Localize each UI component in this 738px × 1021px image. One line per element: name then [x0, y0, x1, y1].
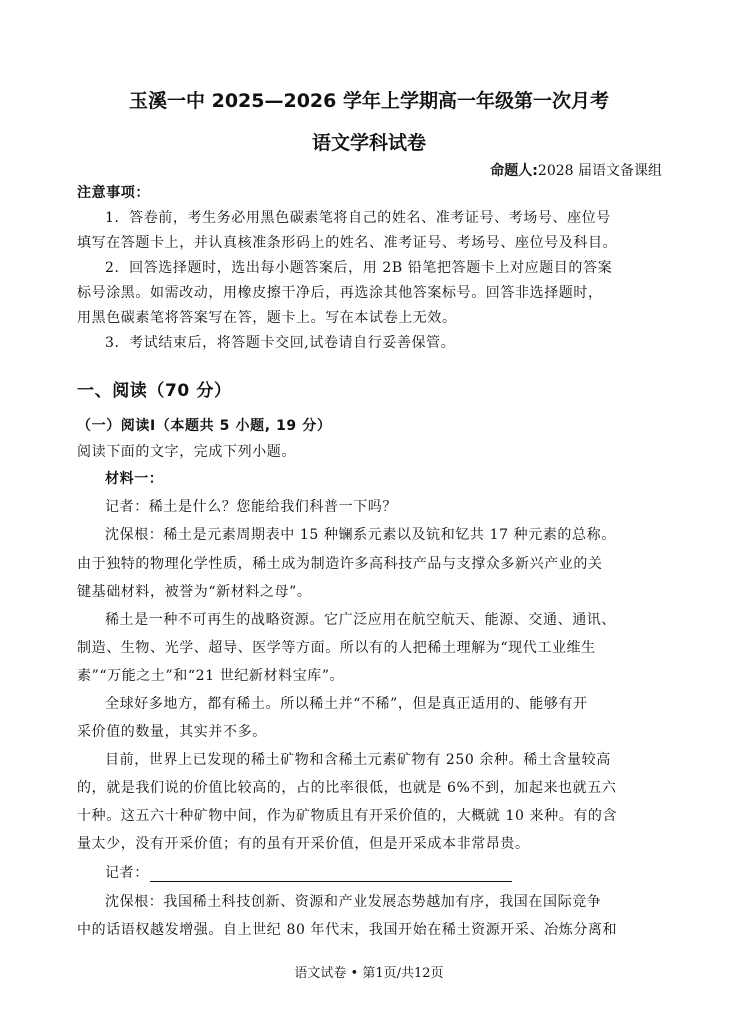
paragraph-line: 全球好多地方，都有稀土。所以稀土并“不稀”，但是真正适用的、能够有开	[105, 696, 588, 712]
paragraph-line: 十种。这五六十种矿物中间，作为矿物质且有开采价值的，大概就 10 来种。有的含	[77, 808, 618, 824]
notice-line: 标号涂黑。如需改动，用橡皮擦干净后，再选涂其他答案标号。回答非选择题时，	[77, 285, 603, 301]
paragraph-line: 记者：稀土是什么？您能给我们科普一下吗？	[105, 499, 397, 515]
paragraph-line: 制造、生物、光学、超导、医学等方面。所以有的人把稀土理解为“现代工业维生	[77, 640, 596, 656]
answer-blank-line	[150, 880, 512, 882]
section-heading: 一、阅读（70 分）	[77, 381, 232, 401]
paragraph-line: 中的话语权越发增强。自上世纪 80 年代末，我国开始在稀土资源开采、冶炼分离和	[77, 922, 618, 938]
author-line	[490, 160, 662, 180]
exam-subtitle: 语文学科试卷	[311, 132, 426, 154]
notice-line: 填写在答题卡上，并认真核准条形码上的姓名、准考证号、考场号、座位号及科目。	[77, 235, 618, 251]
notice-heading: 注意事项：	[77, 185, 150, 201]
paragraph-line: 由于独特的物理化学性质，稀土成为制造许多高科技产品与支撑众多新兴产业的关	[77, 556, 603, 572]
notice-line: 2．回答选择题时，选出每小题答案后，用 2B 铅笔把答题卡上对应题目的答案	[105, 260, 613, 276]
page-footer: 语文试卷 • 第1页/共12页	[294, 966, 444, 981]
paragraph-line: 沈保根：我国稀土科技创新、资源和产业发展态势越加有序，我国在国际竞争	[105, 894, 602, 910]
reporter-question-label: 记者：	[105, 865, 149, 881]
paragraph-line: 量太少，没有开采价值；有的虽有开采价值，但是开采成本非常昂贵。	[77, 836, 530, 852]
paragraph-line: 的，就是我们说的价值比较高的，占的比率很低，也就是 6%不到，加起来也就五六	[77, 780, 617, 796]
paragraph-line: 键基础材料，被誉为“新材料之母”。	[77, 584, 312, 600]
instruction: 阅读下面的文字，完成下列小题。	[77, 444, 296, 460]
paragraph-line: 沈保根：稀土是元素周期表中 15 种镧系元素以及钪和钇共 17 种元素的总称。	[105, 527, 616, 543]
exam-title: 玉溪一中 2025—2026 学年上学期高一年级第一次月考	[129, 90, 609, 112]
paragraph-line: 素”“万能之土”和“21 世纪新材料宝库”。	[77, 668, 345, 684]
part-heading: （一）阅读Ⅰ（本题共 5 小题, 19 分）	[77, 418, 332, 434]
notice-line: 1．答卷前，考生务必用黑色碳素笔将自己的姓名、准考证号、考场号、座位号	[105, 210, 611, 226]
author-value: 2028 届语文备课组	[537, 163, 662, 179]
paragraph-line: 采价值的数量，其实并不多。	[77, 724, 267, 740]
notice-line: 3．考试结束后，将答题卡交回,试卷请自行妥善保管。	[105, 335, 456, 351]
paragraph-line: 稀土是一种不可再生的战略资源。它广泛应用在航空航天、能源、交通、通讯、	[105, 612, 616, 628]
paragraph-line: 目前，世界上已发现的稀土矿物和含稀土元素矿物有 250 余种。稀土含量较高	[105, 752, 611, 768]
material-label: 材料一：	[105, 471, 164, 487]
author-label: 命题人:	[490, 163, 538, 179]
notice-line: 用黑色碳素笔将答案写在答，题卡上。写在本试卷上无效。	[77, 310, 457, 326]
